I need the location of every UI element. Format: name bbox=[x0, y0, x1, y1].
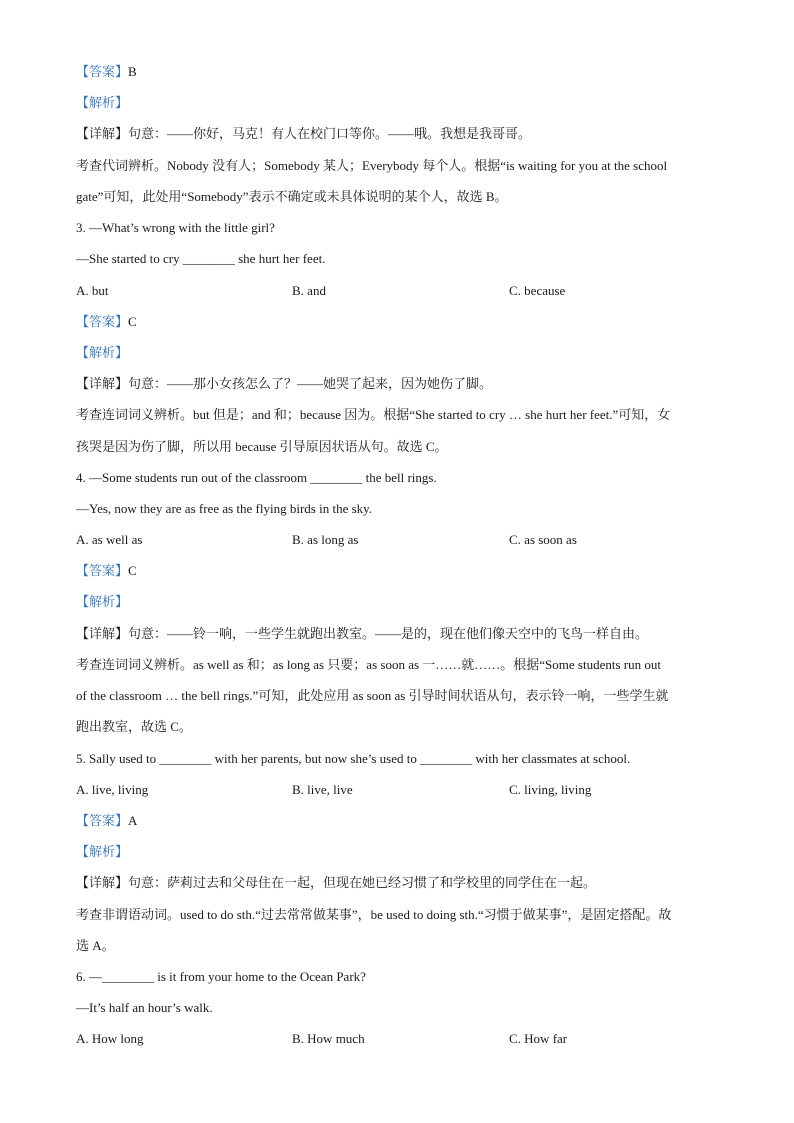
q2-answer-line bbox=[76, 63, 726, 82]
detail-label: 【详解】 bbox=[76, 376, 129, 391]
q5-option-a: A. live, living bbox=[76, 782, 149, 797]
q5-explain-line-1: 考查非谓语动词。used to do sth.“过去常常做某事”，be used to doing sth.“习惯于做某事”，是固定搭配。故 bbox=[76, 907, 672, 922]
q6-stem-line-2: —It’s half an hour’s walk. bbox=[76, 1000, 213, 1015]
q5-detail-line bbox=[76, 874, 726, 892]
q3-answer-line bbox=[76, 313, 726, 332]
q4-option-b: B. as long as bbox=[292, 532, 359, 547]
q4-analysis-line bbox=[76, 593, 726, 612]
q2-explain-line-2: gate”可知，此处用“Somebody”表示不确定或未具体说明的某个人，故选 B。 bbox=[76, 189, 508, 204]
answer-value: A bbox=[128, 813, 138, 828]
q3-analysis-line bbox=[76, 344, 726, 363]
q3-explain-line-1: 考查连词词义辨析。but 但是；and 和；because 因为。根据“She started to cry … she hurt her feet.”可知，女 bbox=[76, 407, 671, 422]
detail-label: 【详解】 bbox=[76, 875, 129, 890]
q5-option-c: C. living, living bbox=[509, 782, 592, 797]
q5-explain-line-2: 选 A。 bbox=[76, 938, 115, 953]
q4-explain-line-3: 跑出教室，故选 C。 bbox=[76, 719, 192, 734]
analysis-label: 【解析】 bbox=[76, 595, 129, 610]
analysis-label: 【解析】 bbox=[76, 96, 129, 111]
answer-label: 【答案】 bbox=[76, 814, 129, 829]
q4-stem-line-1: 4. —Some students run out of the classroom ________ the bell rings. bbox=[76, 470, 437, 485]
answer-value: C bbox=[128, 314, 137, 329]
q3-stem-line-1: 3. —What’s wrong with the little girl? bbox=[76, 220, 275, 235]
q5-answer-line bbox=[76, 812, 726, 831]
q4-option-c: C. as soon as bbox=[509, 532, 577, 547]
answer-value: B bbox=[128, 64, 137, 79]
detail-text: 句意：萨莉过去和父母住在一起，但现在她已经习惯了和学校里的同学住在一起。 bbox=[128, 875, 597, 890]
q3-option-a: A. but bbox=[76, 283, 109, 298]
analysis-label: 【解析】 bbox=[76, 346, 129, 361]
detail-text: 句意：——那小女孩怎么了？——她哭了起来，因为她伤了脚。 bbox=[128, 376, 493, 391]
q6-option-c: C. How far bbox=[509, 1031, 568, 1046]
q2-analysis-line bbox=[76, 94, 726, 113]
answer-label: 【答案】 bbox=[76, 564, 129, 579]
q4-option-a: A. as well as bbox=[76, 532, 143, 547]
q4-detail-line bbox=[76, 625, 726, 643]
answer-value: C bbox=[128, 563, 137, 578]
analysis-label: 【解析】 bbox=[76, 845, 129, 860]
q5-analysis-line bbox=[76, 843, 726, 862]
answer-label: 【答案】 bbox=[76, 65, 129, 80]
detail-text: 句意：——你好，马克！有人在校门口等你。——哦。我想是我哥哥。 bbox=[128, 126, 532, 141]
q2-detail-line bbox=[76, 125, 726, 143]
detail-label: 【详解】 bbox=[76, 126, 129, 141]
answer-label: 【答案】 bbox=[76, 315, 129, 330]
q3-stem-line-2: —She started to cry ________ she hurt her feet. bbox=[76, 251, 326, 266]
q4-stem-line-2: —Yes, now they are as free as the flying birds in the sky. bbox=[76, 501, 373, 516]
q6-option-a: A. How long bbox=[76, 1031, 144, 1046]
q3-option-c: C. because bbox=[509, 283, 566, 298]
q5-option-b: B. live, live bbox=[292, 782, 353, 797]
q4-explain-line-2: of the classroom … the bell rings.”可知，此处应用 as soon as 引导时间状语从句，表示铃一响，一些学生就 bbox=[76, 688, 669, 703]
q6-stem-line-1: 6. —________ is it from your home to the Ocean Park? bbox=[76, 969, 366, 984]
q3-explain-line-2: 孩哭是因为伤了脚，所以用 because 引导原因状语从句。故选 C。 bbox=[76, 439, 448, 454]
q2-explain-line-1: 考查代词辨析。Nobody 没有人；Somebody 某人；Everybody 每个人。根据“is waiting for you at the school bbox=[76, 158, 668, 173]
q4-explain-line-1: 考查连词词义辨析。as well as 和；as long as 只要；as soon as 一……就……。根据“Some students run out bbox=[76, 657, 661, 672]
q6-option-b: B. How much bbox=[292, 1031, 365, 1046]
detail-label: 【详解】 bbox=[76, 626, 129, 641]
q4-answer-line bbox=[76, 562, 726, 581]
q3-detail-line bbox=[76, 375, 726, 393]
q5-stem-line-1: 5. Sally used to ________ with her parents, but now she’s used to ________ with her classmates at school. bbox=[76, 751, 631, 766]
detail-text: 句意：——铃一响，一些学生就跑出教室。——是的，现在他们像天空中的飞鸟一样自由。 bbox=[128, 626, 649, 641]
q3-option-b: B. and bbox=[292, 283, 326, 298]
